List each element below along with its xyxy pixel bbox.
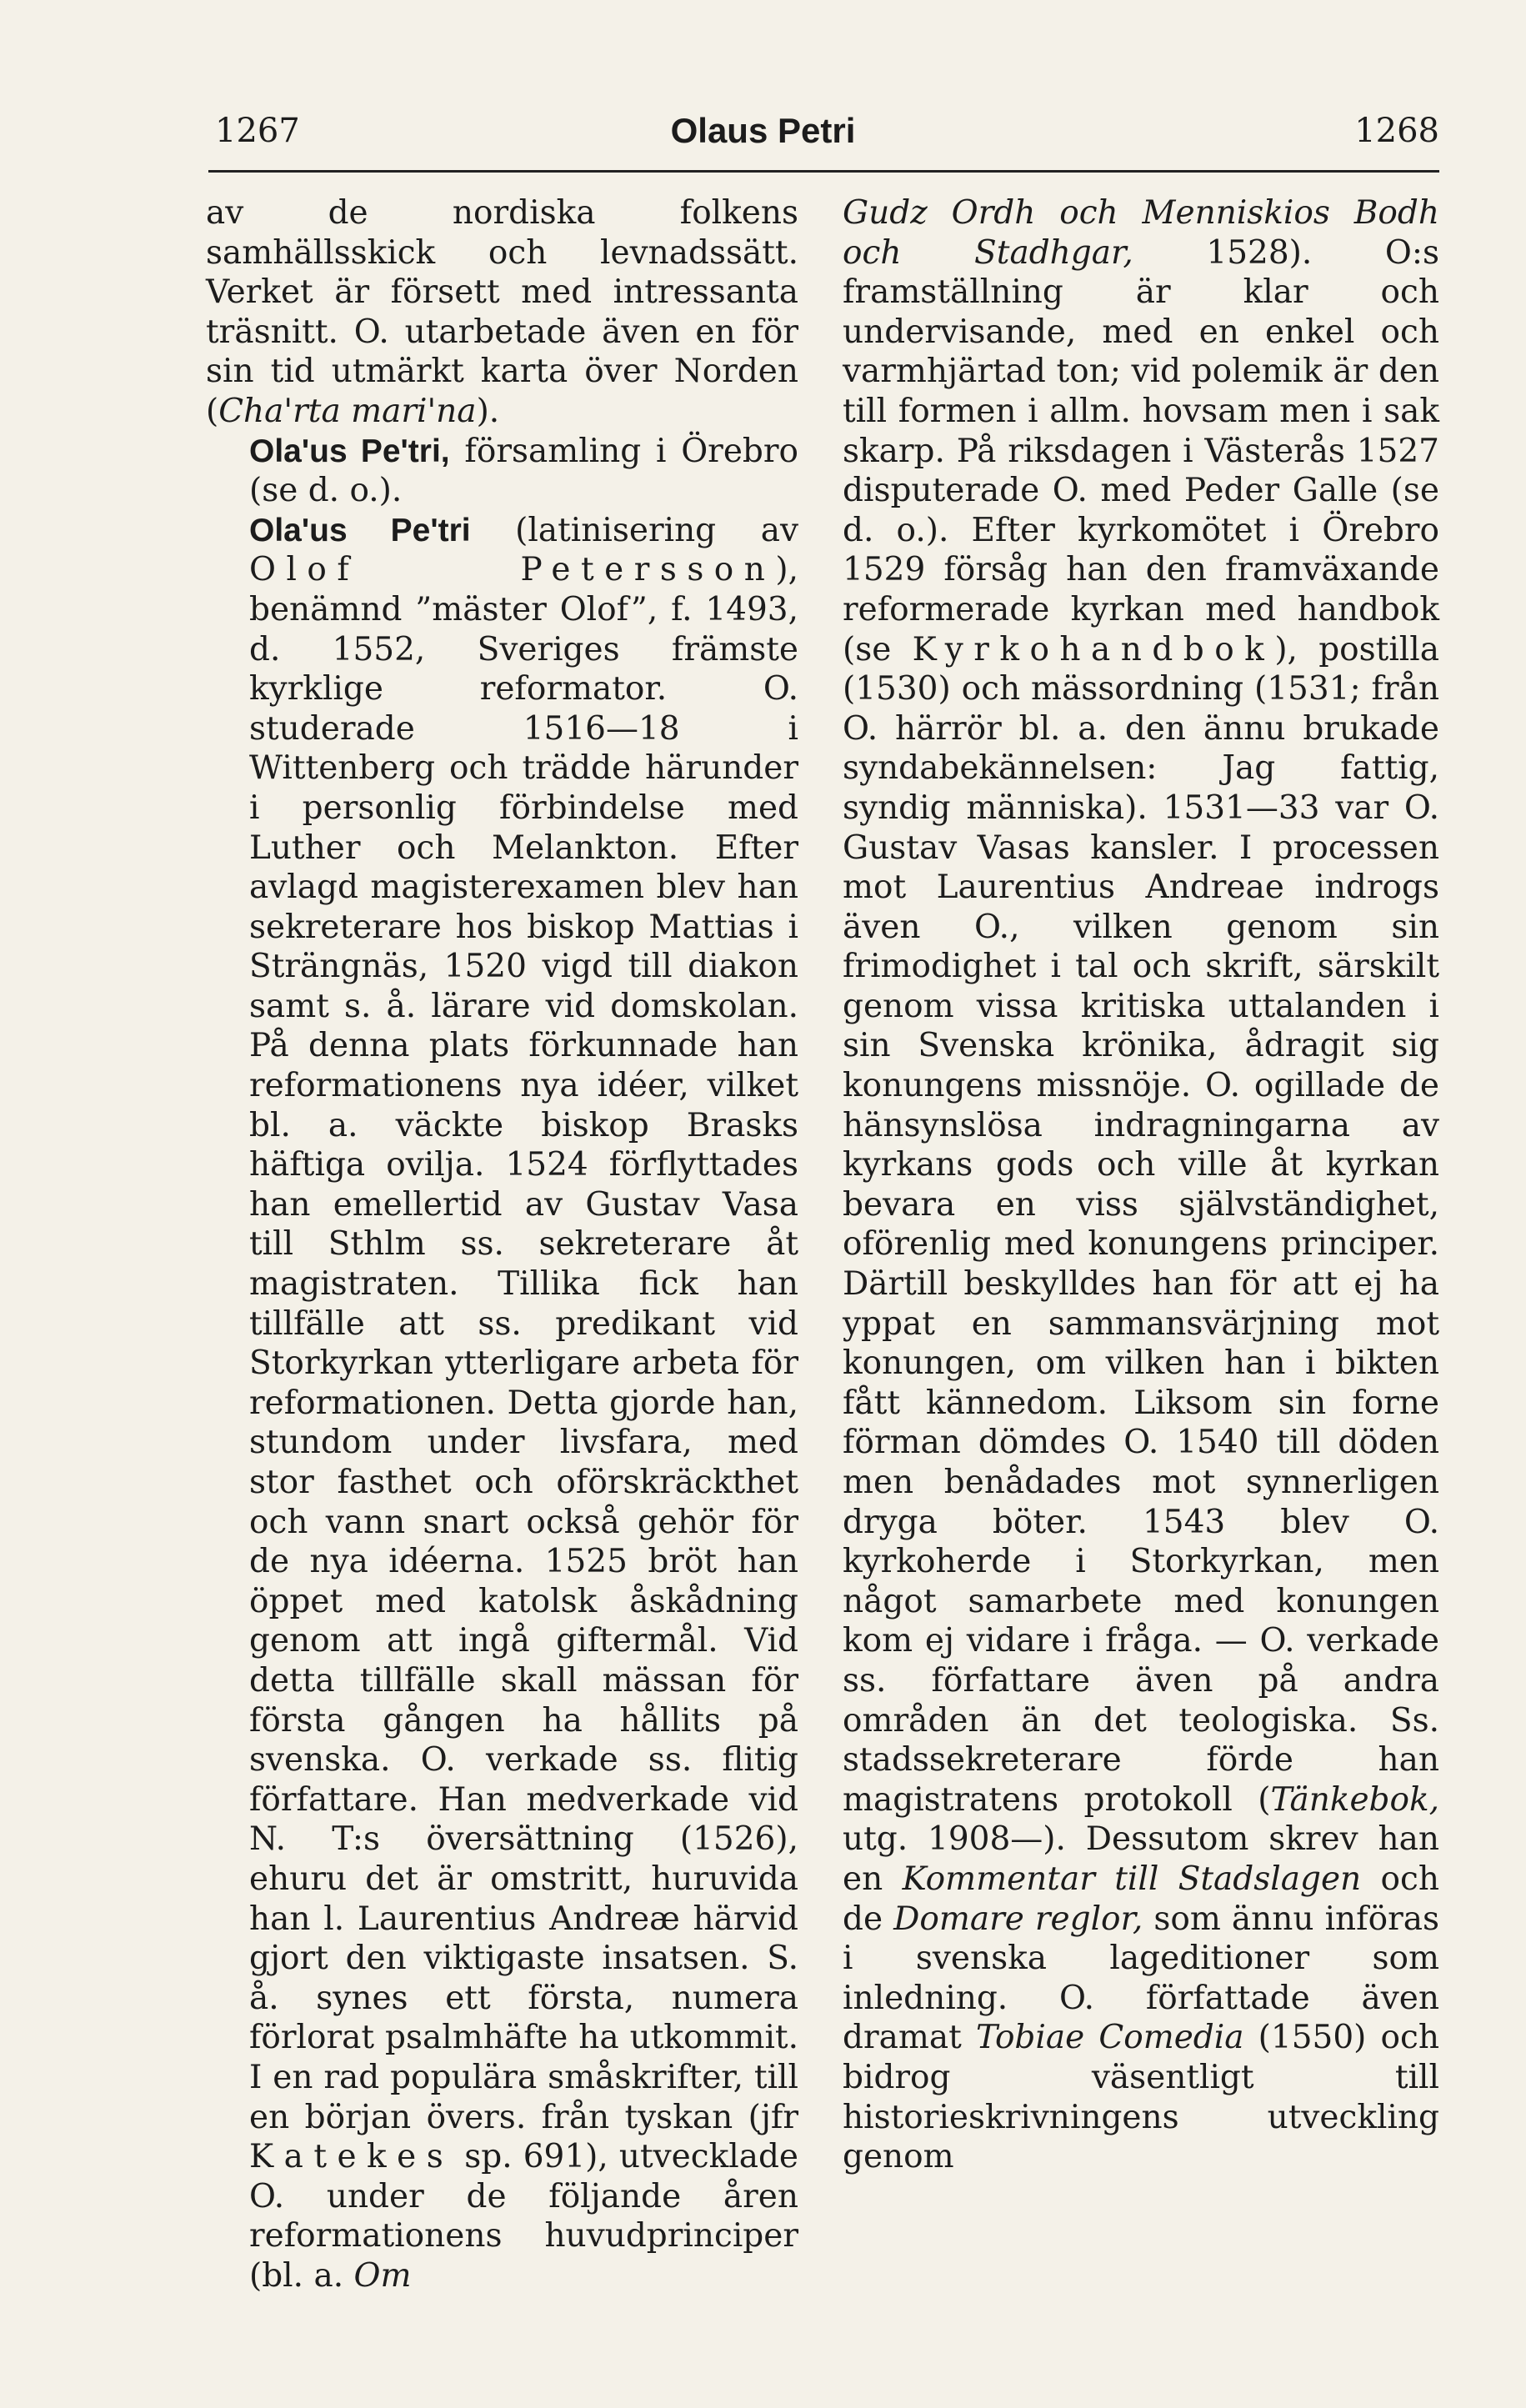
right-column [843,193,1439,2177]
entry-olaus-petri: Ola'us Pe'tri (latinisering av Olof Petersson), benämnd ”mäster Olof”, f. 1493, d. 1552, Sveriges främste kyrklige reformator. O. studerade 1516—18 i Wittenberg och trädde härunder i personlig förbindelse med Luther och Melankton. Efter avlagd magisterexamen blev han sekreterare hos biskop Mattias i Strängnäs, 1520 vigd till diakon samt s. å. lärare vid domskolan. På denna plats förkunnade han reformationens nya idéer, vilket bl. a. väckte biskop Brasks häftiga ovilja. 1524 förflyttades han emellertid av Gustav Vasa till Sthlm ss. sekreterare åt magistraten. Tillika fick han tillfälle att ss. predikant vid Storkyrkan ytterligare arbeta för reformationen. Detta gjorde han, stundom under livsfara, med stor fasthet och oförskräckthet och vann snart också gehör för de nya idéerna. 1525 bröt han öppet med katolsk åskådning genom att ingå giftermål. Vid detta tillfälle skall mässan för första gången ha hållits på svenska. O. verkade ss. flitig författare. Han medverkade vid N. T:s översättning (1526), ehuru det är omstritt, huruvida han l. Laurentius Andreæ härvid gjort den viktigaste insatsen. S. å. synes ett första, numera förlorat psalmhäfte ha utkommit. I en rad populära småskrifter, till en början övers. från tyskan (jfr Katekes sp. 691), utvecklade O. under de följande åren reformationens huvudprinciper (bl. a. Om [249,511,798,2295]
entry-olaus-petri-parish: Ola'us Pe'tri, församling i Örebro (se d. o.). [249,432,798,510]
running-head: Olaus Petri [670,111,856,150]
left-column [206,193,798,2295]
page-number-right: 1268 [1354,112,1439,150]
entry-olaus-petri-continued: Gudz Ordh och Menniskios Bodh och Stadhgar, 1528). O:s framställning är klar och undervisande, med en enkel och varmhjärtad ton; vid polemik är den till formen i allm. hovsam men i sak skarp. På riksdagen i Västerås 1527 disputerade O. med Peder Galle (se d. o.). Efter kyrkomötet i Örebro 1529 försåg han den framväxande reformerade kyrkan med handbok (se Kyrkohandbok), postilla (1530) och mässordning (1531; från O. härrör bl. a. den ännu brukade syndabekännelsen: Jag fattig, syndig människa). 1531—33 var O. Gustav Vasas kansler. I processen mot Laurentius Andreae indrogs även O., vilken genom sin frimodighet i tal och skrift, särskilt genom vissa kritiska uttalanden i sin Svenska krönika, ådragit sig konungens missnöje. O. ogillade de hänsynslösa indragningarna av kyrkans gods och ville åt kyrkan bevara en viss självständighet, oförenlig med konungens principer. Därtill beskylldes han för att ej ha yppat en sammansvärjning mot konungen, om vilken han i bikten fått kännedom. Liksom sin forne förman dömdes O. 1540 till döden men benådades mot synnerligen dryga böter. 1543 blev O. kyrkoherde i Storkyrkan, men något samarbete med konungen kom ej vidare i fråga. — O. verkade ss. författare även på andra områden än det teologiska. Ss. stadssekreterare förde han magistratens protokoll (Tänkebok, utg. 1908—). Dessutom skrev han en Kommentar till Stadslagen och de Domare reglor, som ännu införas i svenska lageditioner som inledning. O. författade även dramat Tobiae Comedia (1550) och bidrog väsentligt till historieskrivningens utveckling genom [843,194,1439,2176]
entry-headword: Ola'us Pe'tri, [249,433,450,469]
page-number-left: 1267 [215,112,300,150]
paragraph-continued: av de nordiska folkens samhällsskick och levnadssätt. Verket är försett med intressanta träsnitt. O. utarbetade även en för sin tid utmärkt karta över Norden (Cha'rta mari'na). [206,194,798,430]
entry-headword: Ola'us Pe'tri [249,512,471,548]
header-rule [208,170,1439,173]
